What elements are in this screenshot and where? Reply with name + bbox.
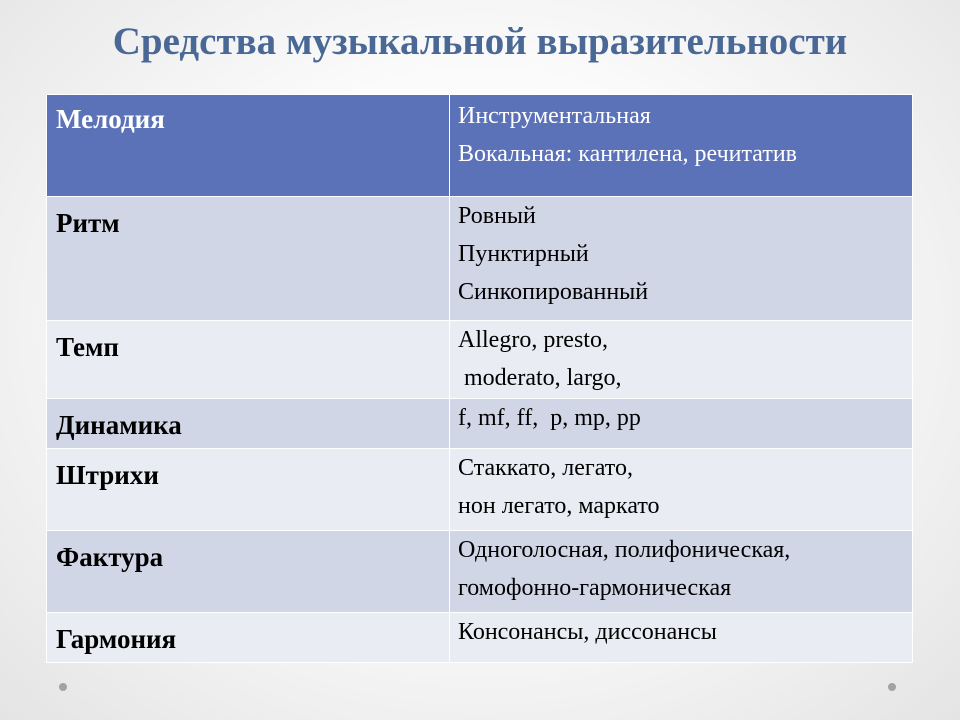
slide-corner-dot-left: [59, 683, 67, 691]
table-row-melody: [47, 95, 913, 197]
slide-corner-dot-right: [888, 683, 896, 691]
description-cell: [450, 613, 913, 663]
description-line: Консонансы, диссонансы: [458, 619, 717, 645]
description-line: нон легато, маркато: [458, 493, 660, 519]
term-cell: Штрихи: [47, 449, 450, 531]
term-cell: Ритм: [47, 197, 450, 321]
term-cell: Гармония: [47, 613, 450, 663]
table-row-dynamics: [47, 399, 913, 449]
description-line: Пунктирный: [458, 241, 589, 267]
term-cell: Динамика: [47, 399, 450, 449]
description-cell: [450, 321, 913, 399]
description-line: Синкопированный: [458, 279, 649, 305]
description-cell: [450, 531, 913, 613]
description-cell: [450, 197, 913, 321]
term-cell: Темп: [47, 321, 450, 399]
description-line: Стаккато, легато,: [458, 455, 633, 481]
description-line: гомофонно-гармоническая: [458, 575, 732, 601]
description-line: f, mf, ff, p, mp, pp: [458, 405, 641, 431]
slide-title: Средства музыкальной выразительности: [112, 20, 848, 63]
table-row-harmony: [47, 613, 913, 663]
description-line: Ровный: [458, 203, 536, 229]
description-line: moderato, largo,: [458, 365, 622, 391]
description-cell: [450, 95, 913, 197]
term-cell: Фактура: [47, 531, 450, 613]
description-line: Одноголосная, полифоническая,: [458, 537, 791, 563]
term-cell: Мелодия: [47, 95, 450, 197]
table-row-strokes: [47, 449, 913, 531]
description-line: Allegro, presto,: [458, 327, 608, 353]
table-row-rhythm: [47, 197, 913, 321]
table-row-tempo: [47, 321, 913, 399]
description-cell: [450, 399, 913, 449]
description-line: Вокальная: кантилена, речитатив: [458, 141, 797, 167]
description-cell: [450, 449, 913, 531]
description-line: Инструментальная: [458, 103, 651, 129]
expression-means-table: [46, 94, 913, 663]
table-row-texture: [47, 531, 913, 613]
